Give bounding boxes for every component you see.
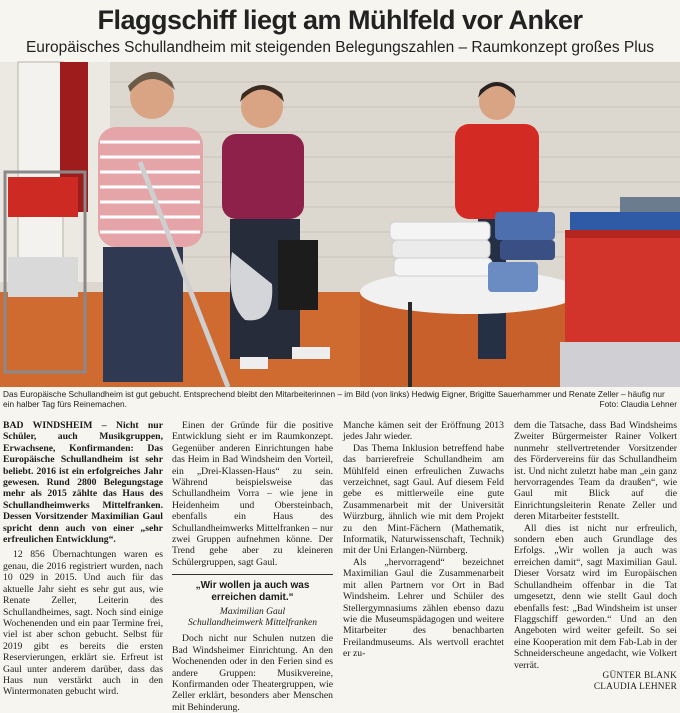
paragraph: dem die Tatsache, dass Bad Windsheims Zweiter Bürgermeister Rainer Volkert nunmehr stellvertretender Vorsitzender des Fördervereins für das Schullandheim ist. Und nicht zuletzt habe man „ein ganz hervorragendes Team da draußen“, wie Gaul mit Blick auf die Einrichtungsleiterin Renate Zeller und deren Mitarbeiter feststellt. <box>514 420 677 523</box>
article-subheadline: Europäisches Schullandheim mit steigenden Belegungszahlen – Raumkonzept großes Plus <box>25 39 655 56</box>
article-lead: BAD WINDSHEIM – Nicht nur Schüler, auch Musikgruppen, Erwachsene, Konfirmanden: Das Europäische Schullandheim ist sehr beliebt. 2016 ist ein erfolgreiches Jahr gewesen. Rund 2800 Belegungstage mehr als 2015 zählte das Haus des Schullandheimwerks Mittelfranken. Dessen Vorsitzender Maximilian Gaul spricht denn auch von einer „sehr erfreulichen Entwicklung“. <box>3 420 163 546</box>
article-column-4 <box>514 420 677 692</box>
paragraph: Das Thema Inklusion betreffend habe das barrierefreie Schullandheim am Mühlfeld einen erfreulichen Zuwachs verzeichnet, sagt Gaul. Auf diesem Feld gebe es mittlerweile eine gute Zusammenarbeit mit der Universität Würzburg, ähnlich wie mit dem Projekt zu den Mint-Fächern (Mathematik, Informatik, Naturwissenschaft, Technik) mit der Uni Erlangen-Nürnberg. <box>343 442 504 557</box>
article-column-1 <box>3 420 163 698</box>
article-headline: Flaggschiff liegt am Mühlfeld vor Anker <box>97 5 583 35</box>
pull-quote-text: „Wir wollen ja auch was erreichen damit.“ <box>195 580 310 604</box>
pull-quote-author: Maximilian Gaul <box>219 607 286 618</box>
pull-quote <box>172 574 333 629</box>
pull-quote-role: Schullandheimwerk Mittelfranken <box>187 618 317 629</box>
article-photo <box>0 62 680 387</box>
paragraph: Doch nicht nur Schulen nutzen die Bad Windsheimer Einrichtung. An den Wochenenden oder in den Ferien sind es andere Gruppen: Musikvereine, Konfirmanden oder Theatergruppen, wie Zeller erklärt, besonders aber Menschen mit Behinderung. <box>172 633 333 713</box>
photo-caption <box>3 389 677 409</box>
photo-credit: Foto: Claudia Lehner <box>599 399 677 409</box>
paragraph: Einen der Gründe für die positive Entwicklung sieht er im Raumkonzept. Gegenüber anderen Einrichtungen habe das Heim in Bad Windsheim den Vorteil, ein „Drei-Klassen-Haus“ zu sein. Während beispielsweise das Schullandheim Vorra – wie jene in Heidenheim und Obersteinbach, ebenfalls ein Haus des Schullandheimwerks Mittelfranken – nur zwei Gruppen aufnehmen könne. Der Trend gehe aber zu kleineren Schülergruppen, sagt Gaul. <box>172 420 333 568</box>
paragraph: 12 856 Übernachtungen waren es genau, die 2016 registriert wurden, nach 10 029 in 2015. Und auch für das aktuelle Jahr sieht es sehr gut aus, wie Renate Zeller, Leiterin des Schullandheimes, sagt. Noch sind einige Wochenenden und ein paar Termine frei, viel ist aber schon gebucht. Selbst für 2019 gibt es bereits die ersten Reservierungen, erklärt sie. Erfreut ist Gaul unter anderem darüber, dass das Haus nun verstärkt auch in den Wintermonaten gebucht wird. <box>3 549 163 698</box>
article-column-2 <box>172 420 333 713</box>
author-byline <box>514 671 677 693</box>
paragraph: Als „hervorragend“ bezeichnet Maximilian Gaul die Zusammenarbeit mit allen Partnern vor Ort in Bad Windsheim. Lehrer und Schüler des Stellergymnasiums zählen ebenso dazu wie die Museumspädagogen und weitere Mitarbeiter des benachbarten Freilandmuseums. Als wertvoll erachtet er zu- <box>343 556 504 660</box>
author-name: CLAUDIA LEHNER <box>593 681 677 692</box>
author-name: GÜNTER BLANK <box>602 670 677 681</box>
paragraph: All dies ist nicht nur erfreulich, sondern eben auch Grundlage des Erfolgs. „Wir wollen ja auch was erreichen damit“, sagt Maximilian Gaul. Dieser Vorsatz wird im Europäischen Schullandheim offenbar in die Tat umgesetzt, denn wie stellt Gaul doch ebenfalls fest: „Bad Windsheim ist unser Flaggschiff geworden.“ Und an den Angeboten wird weiter gefeilt. So sei eine Kooperation mit dem Fab-Lab in der Schneiderscheune angedacht, wie Volkert verrät. <box>514 522 677 671</box>
article-column-3 <box>343 420 504 660</box>
caption-text: Das Europäische Schullandheim ist gut gebucht. Entsprechend bleibt den Mitarbeiterinnen – im Bild (von links) Hedwig Eigner, Brigitte Sauerhammer und Renate Zeller – häufig nur ein halber Tag fürs Reinemachen. <box>3 389 665 409</box>
paragraph: Manche kämen seit der Eröffnung 2013 jedes Jahr wieder. <box>343 420 504 443</box>
